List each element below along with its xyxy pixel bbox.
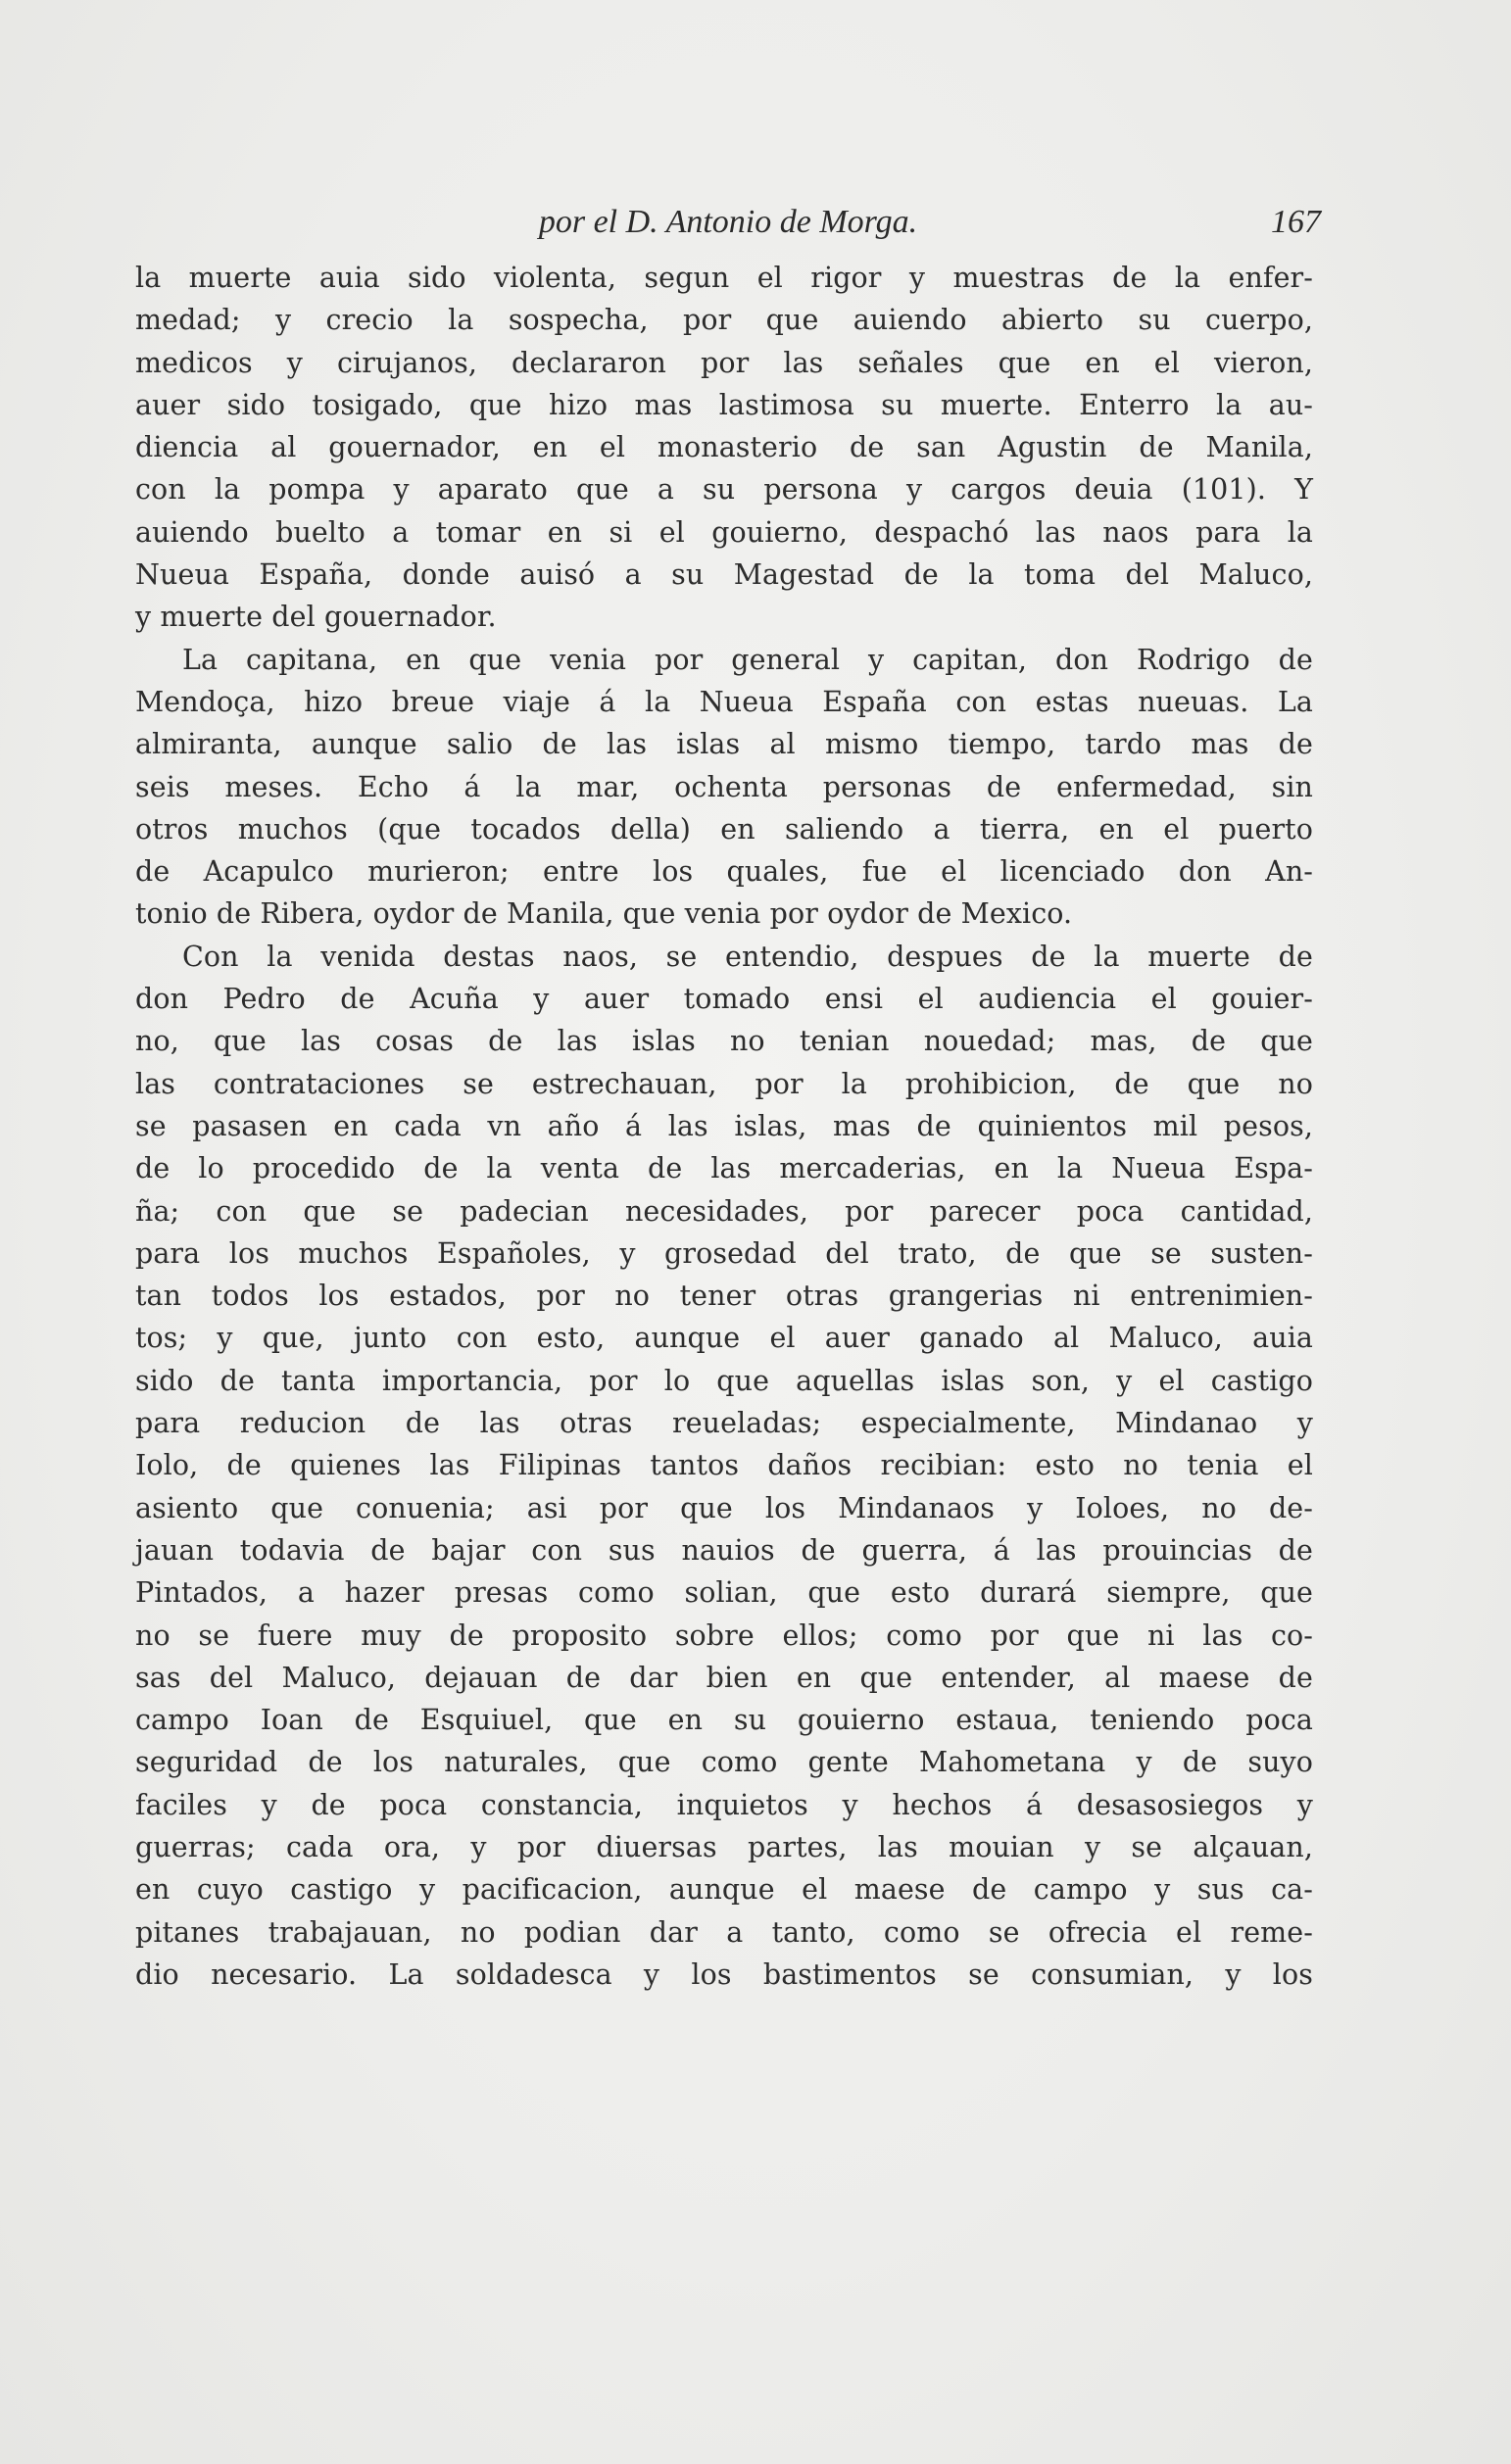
text-line: auer sido tosigado, que hizo mas lastimosa su muerte. Enterro la au- — [135, 388, 1313, 421]
text-line: con la pompa y aparato que a su persona y cargos deuia (101). Y — [135, 473, 1313, 507]
text-line: La capitana, en que venia por general y capitan, don Rodrigo de — [182, 643, 1313, 676]
text-line: don Pedro de Acuña y auer tomado ensi el audiencia el gouier- — [135, 983, 1313, 1016]
text-line: seis meses. Echo á la mar, ochenta personas de enfermedad, sin — [135, 770, 1313, 803]
running-head — [135, 198, 1321, 247]
text-line: almiranta, aunque salio de las islas al mismo tiempo, tardo mas de — [135, 728, 1313, 761]
text-line: faciles y de poca constancia, inquietos y hechos á desasosiegos y — [135, 1788, 1313, 1821]
text-line: tonio de Ribera, oydor de Manila, que venia por oydor de Mexico. — [135, 897, 1073, 931]
text-line: las contrataciones se estrechauan, por la prohibicion, de que no — [135, 1067, 1313, 1100]
text-line: guerras; cada ora, y por diuersas partes, las mouian y se alçauan, — [135, 1830, 1313, 1863]
text-line: Pintados, a hazer presas como solian, que esto durará siempre, que — [135, 1576, 1313, 1610]
page-number: 167 — [1271, 204, 1321, 240]
text-line: no se fuere muy de proposito sobre ellos; como por que ni las co- — [135, 1619, 1313, 1652]
text-line: y muerte del gouernador. — [135, 601, 497, 634]
text-line: Mendoça, hizo breue viaje á la Nueua España con estas nueuas. La — [135, 685, 1313, 718]
text-line: de lo procedido de la venta de las mercaderias, en la Nueua Espa- — [135, 1152, 1313, 1185]
body-text — [135, 257, 1313, 1996]
text-line: diencia al gouernador, en el monasterio de san Agustin de Manila, — [135, 431, 1313, 464]
text-line: jauan todavia de bajar con sus nauios de guerra, á las prouincias de — [135, 1533, 1313, 1567]
running-head-title: por el D. Antonio de Morga. — [538, 204, 918, 240]
text-line: seguridad de los naturales, que como gente Mahometana y de suyo — [135, 1746, 1313, 1779]
text-line: medicos y cirujanos, declararon por las señales que en el vieron, — [135, 346, 1313, 379]
text-line: en cuyo castigo y pacificacion, aunque el maese de campo y sus ca- — [135, 1873, 1313, 1907]
text-line: sas del Maluco, dejauan de dar bien en que entender, al maese de — [135, 1661, 1313, 1694]
text-line: Nueua España, donde auisó a su Magestad de la toma del Maluco, — [135, 558, 1313, 592]
text-line: se pasasen en cada vn año á las islas, mas de quinientos mil pesos, — [135, 1109, 1313, 1142]
text-line: Con la venida destas naos, se entendio, despues de la muerte de — [182, 940, 1313, 973]
text-line: dio necesario. La soldadesca y los bastimentos se consumian, y los — [135, 1957, 1313, 1991]
text-line: medad; y crecio la sospecha, por que auiendo abierto su cuerpo, — [135, 304, 1313, 337]
text-line: tan todos los estados, por no tener otras grangerias ni entrenimien- — [135, 1280, 1313, 1313]
text-line: campo Ioan de Esquiuel, que en su gouierno estaua, teniendo poca — [135, 1704, 1313, 1737]
text-line: ña; con que se padecian necesidades, por parecer poca cantidad, — [135, 1194, 1313, 1228]
text-line: sido de tanta importancia, por lo que aquellas islas son, y el castigo — [135, 1364, 1313, 1397]
text-line: asiento que conuenia; asi por que los Mindanaos y Ioloes, no de- — [135, 1491, 1313, 1524]
text-line: para reducion de las otras reueladas; especialmente, Mindanao y — [135, 1407, 1313, 1440]
text-line: no, que las cosas de las islas no tenian nouedad; mas, de que — [135, 1025, 1313, 1058]
text-line: la muerte auia sido violenta, segun el rigor y muestras de la enfer- — [135, 262, 1313, 294]
text-line: otros muchos (que tocados della) en saliendo a tierra, en el puerto — [135, 812, 1313, 845]
text-line: de Acapulco murieron; entre los quales, fue el licenciado don An- — [135, 855, 1313, 889]
text-line: Iolo, de quienes las Filipinas tantos daños recibian: esto no tenia el — [135, 1449, 1313, 1482]
text-line: auiendo buelto a tomar en si el gouierno, despachó las naos para la — [135, 515, 1313, 549]
text-line: tos; y que, junto con esto, aunque el auer ganado al Maluco, auia — [135, 1322, 1313, 1355]
text-line: pitanes trabajauan, no podian dar a tanto, como se ofrecia el reme- — [135, 1915, 1313, 1949]
text-line: para los muchos Españoles, y grosedad del trato, de que se susten- — [135, 1236, 1313, 1270]
